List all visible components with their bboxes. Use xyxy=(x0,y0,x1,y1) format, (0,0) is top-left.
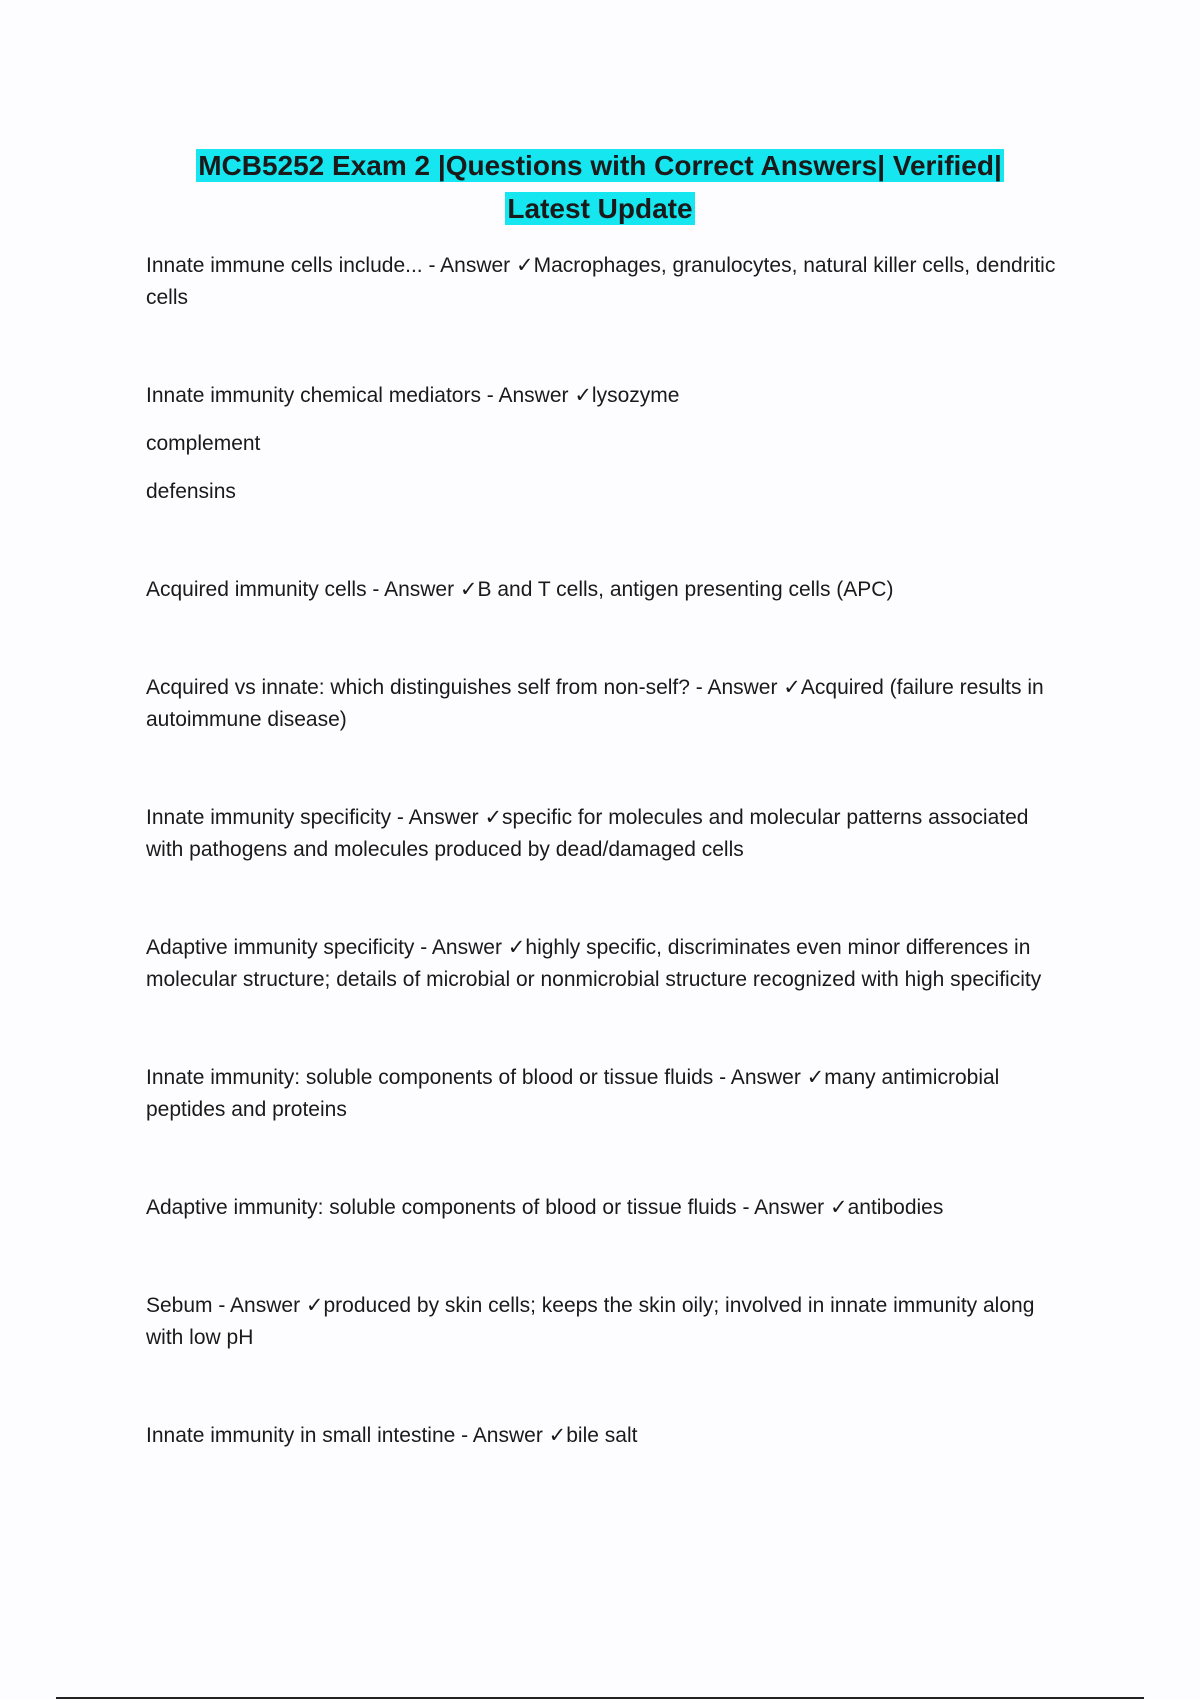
qa-item: Innate immunity: soluble components of blood or tissue fluids - Answer ✓many antimicrobial peptides and proteins xyxy=(146,1066,1000,1121)
bottom-divider xyxy=(56,1697,1144,1699)
qa-item: Innate immunity chemical mediators - Answer ✓lysozyme xyxy=(146,384,680,407)
qa-item: Acquired vs innate: which distinguishes self from non-self? - Answer ✓Acquired (failure results in autoimmune disease) xyxy=(146,676,1044,731)
qa-item: Adaptive immunity: soluble components of blood or tissue fluids - Answer ✓antibodies xyxy=(146,1196,944,1219)
title-line-2: Latest Update xyxy=(507,193,693,224)
title-line-1: MCB5252 Exam 2 |Questions with Correct Answers| Verified| xyxy=(198,150,1002,181)
qa-item: Acquired immunity cells - Answer ✓B and T cells, antigen presenting cells (APC) xyxy=(146,578,894,601)
qa-item: Sebum - Answer ✓produced by skin cells; keeps the skin oily; involved in innate immunity along with low pH xyxy=(146,1294,1035,1349)
qa-extra-line: complement xyxy=(146,432,261,455)
qa-list xyxy=(146,250,1066,1452)
qa-item: Innate immunity specificity - Answer ✓specific for molecules and molecular patterns associated with pathogens and molecules produced by dead/damaged cells xyxy=(146,806,1029,861)
qa-extra-line: defensins xyxy=(146,480,236,503)
qa-item: Innate immunity in small intestine - Answer ✓bile salt xyxy=(146,1424,638,1447)
qa-item: Innate immune cells include... - Answer ✓Macrophages, granulocytes, natural killer cells, dendritic cells xyxy=(146,254,1056,309)
qa-item: Adaptive immunity specificity - Answer ✓highly specific, discriminates even minor differences in molecular structure; details of microbial or nonmicrobial structure recognized with high specificity xyxy=(146,936,1042,991)
document-title xyxy=(0,144,1200,230)
